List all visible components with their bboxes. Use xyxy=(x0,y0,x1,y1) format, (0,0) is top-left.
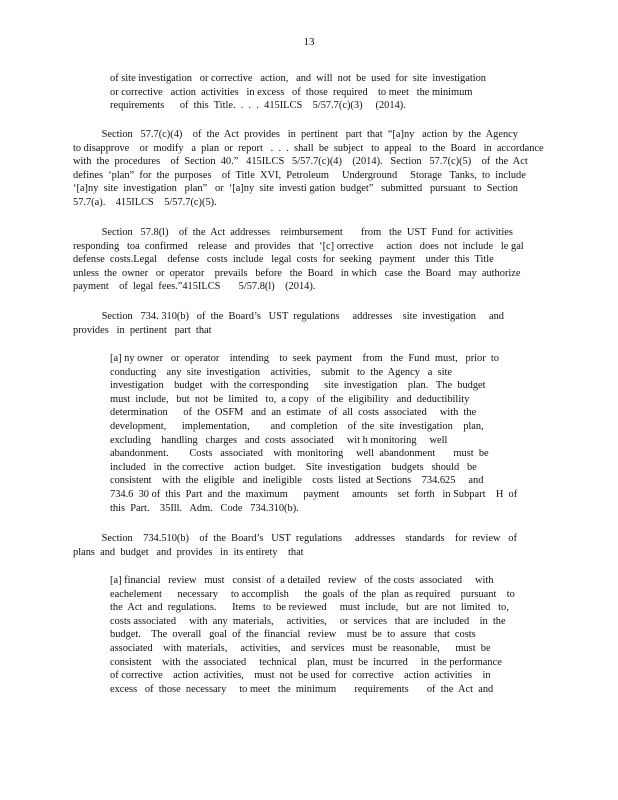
text-line: development, implementation, and completion of the site investigation plan, xyxy=(110,420,484,432)
text-line: of site investigation or corrective action, and will not be used for site investigation xyxy=(110,73,486,84)
text-line: plans and budget and provides in its entirety that xyxy=(73,546,304,558)
text-line: included in the corrective action budget. Site investigation budgets should be xyxy=(110,461,477,473)
text-line: associated with materials, activities, and services must be reasonable, must be xyxy=(110,642,491,654)
paragraph-section-734-510 xyxy=(73,532,538,559)
text-line: must include, but not be limited to, a copy of the eligibility and deductibility xyxy=(110,393,470,405)
text-line: [a] ny owner or operator intending to seek payment from the Fund must, prior to xyxy=(110,353,499,364)
text-line: responding toa confirmed release and provides that ‘[c] orrective action does not include le gal xyxy=(73,240,524,252)
block-quote-734-510 xyxy=(110,574,515,696)
text-line: Section 734.510(b) of the Board’s UST regulations addresses standards for review of xyxy=(73,533,517,544)
paragraph-continuation xyxy=(110,72,510,113)
text-line: eachelement necessary to accomplish the goals of the plan as required pursuant to xyxy=(110,588,515,600)
text-line: [a] financial review must consist of a detailed review of the costs associated with xyxy=(110,575,494,586)
text-line: this Part. 35Ill. Adm. Code 734.310(b). xyxy=(110,502,299,514)
text-line: of corrective action activities, must not be used for corrective action activities in xyxy=(110,670,491,682)
text-line: abandonment. Costs associated with monitoring well abandonment must be xyxy=(110,448,489,460)
text-line: budget. The overall goal of the financial review must be to assure that costs xyxy=(110,629,476,641)
text-line: defines ‘plan” for the purposes of Title XVI, Petroleum Underground Storage Tanks, to include xyxy=(73,169,526,181)
text-line: provides in pertinent part that xyxy=(73,324,212,336)
text-line: Section 734. 310(b) of the Board’s UST regulations addresses site investigation and xyxy=(73,311,504,322)
page-number: 13 xyxy=(303,36,315,48)
text-line: 57.7(a). 415ILCS 5/57.7(c)(5). xyxy=(73,196,217,208)
text-line: the Act and regulations. Items to be reviewed must include, but are not limited to, xyxy=(110,602,509,614)
text-line: or corrective action activities in excess of those required to meet the minimum xyxy=(110,86,473,98)
paragraph-section-57-7 xyxy=(73,128,544,210)
paragraph-section-57-8 xyxy=(73,226,538,294)
text-line: unless the owner or operator prevails before the Board in which case the Board may authorize xyxy=(73,267,521,279)
text-line: excess of those necessary to meet the minimum requirements of the Act and xyxy=(110,683,494,695)
text-line: conducting any site investigation activities, submit to the Agency a site xyxy=(110,366,452,378)
text-line: costs associated with any materials, activities, or services that are included in the xyxy=(110,615,506,627)
text-line: requirements of this Title. . . . 415ILCS 5/57.7(c)(3) (2014). xyxy=(110,100,406,112)
text-line: determination of the OSFM and an estimate of all costs associated with the xyxy=(110,407,477,419)
text-line: investigation budget with the corresponding site investigation plan. The budget xyxy=(110,380,486,392)
paragraph-section-734-310 xyxy=(73,310,538,337)
text-line: 734.6 30 of this Part and the maximum payment amounts set forth in Subpart H of xyxy=(110,488,518,500)
text-line: to disapprove or modify a plan or report . . . shall be subject to appeal to the Board in accordance xyxy=(73,142,544,154)
text-line: excluding handling charges and costs associated wit h monitoring well xyxy=(110,434,448,446)
text-line: payment of legal fees.”415ILCS 5/57.8(l) (2014). xyxy=(73,281,316,293)
text-line: Section 57.8(l) of the Act addresses reimbursement from the UST Fund for activities xyxy=(73,227,513,238)
block-quote-734-310 xyxy=(110,352,518,515)
text-line: consistent with the eligible and ineligible costs listed at Sections 734.625 and xyxy=(110,475,484,487)
text-line: Section 57.7(c)(4) of the Act provides in pertinent part that “[a]ny action by the Agency xyxy=(73,129,518,140)
text-line: defense costs.Legal defense costs include legal costs for seeking payment under this Title xyxy=(73,254,494,266)
text-line: consistent with the associated technical plan, must be incurred in the performance xyxy=(110,656,502,668)
text-line: with the procedures of Section 40.” 415ILCS 5/57.7(c)(4) (2014). Section 57.7(c)(5) of the Act xyxy=(73,156,528,168)
text-line: ‘[a]ny site investigation plan” or ‘[a]ny site investi gation budget” submitted pursuant to Section xyxy=(73,183,518,195)
